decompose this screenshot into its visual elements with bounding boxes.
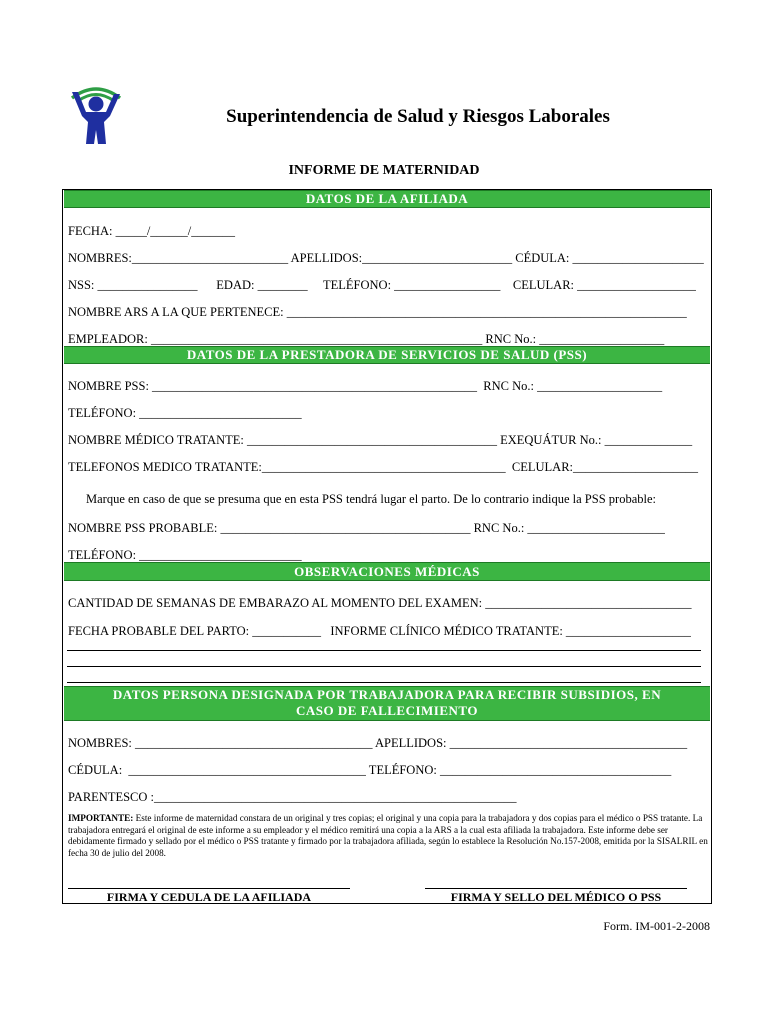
- importante-label: IMPORTANTE:: [68, 813, 134, 823]
- pss-telefono-field[interactable]: TELÉFONO: __________________________: [68, 406, 302, 420]
- observaciones-line-1[interactable]: [67, 650, 701, 651]
- telefonos-medico-row[interactable]: TELEFONOS MEDICO TRATANTE:_______________________________________ CELULAR:____________________: [68, 460, 699, 474]
- pss-probable-row[interactable]: NOMBRE PSS PROBABLE: ________________________________________ RNC No.: ______________________: [68, 521, 665, 535]
- empleador-row[interactable]: EMPLEADOR: _____________________________________________________ RNC No.: ____________________: [68, 332, 665, 346]
- observaciones-line-3[interactable]: [67, 682, 701, 683]
- designada-names-row[interactable]: NOMBRES: ______________________________________ APELLIDOS: ______________________________________: [68, 736, 688, 750]
- medico-tratante-row[interactable]: NOMBRE MÉDICO TRATANTE: ________________________________________ EXEQUÁTUR No.: ______________: [68, 433, 693, 447]
- form-title: INFORME DE MATERNIDAD: [288, 163, 480, 178]
- section-designada-header: [64, 686, 710, 721]
- firma-afiliada-label: FIRMA Y CEDULA DE LA AFILIADA: [106, 890, 312, 904]
- fecha-parto-row[interactable]: FECHA PROBABLE DEL PARTO: ___________ INFORME CLÍNICO MÉDICO TRATANTE: ____________________: [68, 624, 691, 638]
- firma-medico-line[interactable]: [425, 888, 687, 889]
- section-designada-title-line1: DATOS PERSONA DESIGNADA POR TRABAJADORA PARA RECIBIR SUBSIDIOS, EN: [112, 687, 662, 702]
- pss-telefono2-field[interactable]: TELÉFONO: __________________________: [68, 548, 302, 562]
- firma-afiliada-line[interactable]: [68, 888, 350, 889]
- org-title: Superintendencia de Salud y Riesgos Laborales: [226, 106, 610, 127]
- parentesco-field[interactable]: PARENTESCO :__________________________________________________________: [68, 790, 517, 804]
- firma-medico-label: FIRMA Y SELLO DEL MÉDICO O PSS: [450, 890, 662, 904]
- section-pss-header: DATOS DE LA PRESTADORA DE SERVICIOS DE SALUD (PSS): [64, 346, 710, 364]
- section-observaciones-header: OBSERVACIONES MÉDICAS: [64, 562, 710, 581]
- pss-name-row[interactable]: NOMBRE PSS: ____________________________________________________ RNC No.: ____________________: [68, 379, 663, 393]
- semanas-field[interactable]: CANTIDAD DE SEMANAS DE EMBARAZO AL MOMENTO DEL EXAMEN: _________________________________: [68, 596, 692, 610]
- form-code: Form. IM-001-2-2008: [603, 919, 710, 933]
- section-designada-title-line2: CASO DE FALLECIMIENTO: [296, 703, 478, 718]
- afiliada-nss-row[interactable]: NSS: ________________ EDAD: ________ TELÉFONO: _________________ CELULAR: ___________________: [68, 278, 696, 292]
- fecha-field[interactable]: FECHA: _____/______/_______: [68, 224, 236, 238]
- ars-field[interactable]: NOMBRE ARS A LA QUE PERTENECE: ________________________________________________________________: [68, 305, 687, 319]
- section-afiliada-header: DATOS DE LA AFILIADA: [64, 190, 710, 208]
- observaciones-line-2[interactable]: [67, 666, 701, 667]
- pss-instruction: Marque en caso de que se presuma que en esta PSS tendrá lugar el parto. De lo contrario indique la PSS probable:: [86, 492, 656, 506]
- importante-note: [68, 813, 708, 859]
- designada-cedula-row[interactable]: CÉDULA: ______________________________________ TELÉFONO: _____________________________________: [68, 763, 672, 777]
- importante-text: Este informe de maternidad constara de un original y tres copias; el original y una copia para la trabajadora y dos copias para el médico o PSS tratante. La trabajadora entregará el original de este informe a su empleador y el médico remitirá una copia a la ARS a la cual esta afiliada la trabajadora. Este informe debe ser debidamente firmado y sellado por el médico o PSS tratante y firmado por la trabajadora afiliada, según lo establece la Resolución No.157-2008, emitida por la SISALRIL en fecha 30 de julio del 2008.: [68, 813, 708, 858]
- afiliada-names-row[interactable]: NOMBRES:_________________________ APELLIDOS:________________________ CÉDULA: _____________________: [68, 251, 704, 265]
